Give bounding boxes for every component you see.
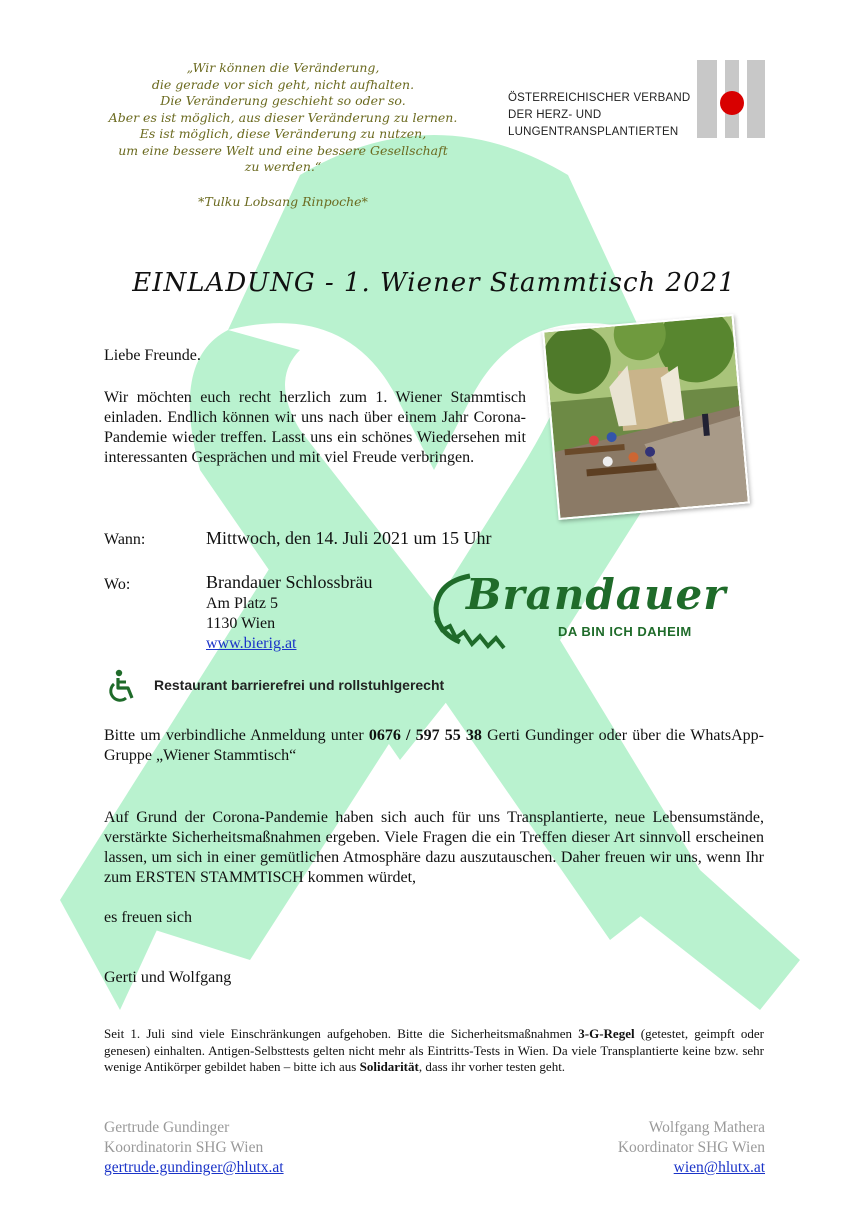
- body-paragraph: Auf Grund der Corona-Pandemie haben sich auch für uns Transplantierte, neue Lebensumstände, verstärkte Sicherheitsmaßnahmen ergeben. Viele Fragen die ein Treffen dieser Art sinnvoll erscheinen lassen, um sich in einer gemütlichen Atmosphäre dazu auszutauschen. Daher freuen wir uns, wenn Ihr zum ERSTEN STAMMTISCH kommen würdet,: [104, 809, 764, 886]
- contact-name: Gertrude Gundinger: [104, 1119, 230, 1136]
- wheelchair-icon: [104, 668, 140, 704]
- greeting: Liebe Freunde.: [104, 347, 201, 364]
- safety-notice: [104, 1026, 764, 1076]
- venue-street: Am Platz 5: [206, 595, 278, 612]
- brand-tagline: DA BIN ICH DAHEIM: [558, 624, 692, 639]
- quote-line: zu werden.“: [244, 159, 322, 174]
- accessibility-note: Restaurant barrierefrei und rollstuhlgerecht: [154, 677, 445, 693]
- org-line: ÖSTERREICHISCHER VERBAND: [508, 92, 691, 104]
- registration-prefix: Bitte um verbindliche Anmeldung unter: [104, 727, 364, 744]
- registration-text: [104, 726, 764, 766]
- brandauer-logo: [430, 568, 727, 658]
- venue-city: 1130 Wien: [206, 615, 276, 632]
- quote-line: die gerade vor sich geht, nicht aufhalten.: [151, 76, 415, 92]
- beer-garden-photo: [542, 314, 750, 520]
- event-date: Mittwoch, den 14. Juli 2021 um 15 Uhr: [206, 528, 492, 548]
- registration-suffix: Gerti Gundinger oder über die WhatsApp-Gruppe „Wiener Stammtisch“: [104, 727, 765, 764]
- closing-line: es freuen sich: [104, 909, 192, 926]
- when-label: Wann:: [104, 531, 146, 548]
- quote-line: um eine bessere Welt und eine bessere Gesellschaft: [118, 142, 448, 158]
- quote-author: *Tulku Lobsang Rinpoche*: [198, 193, 368, 209]
- contact-role: Koordinatorin SHG Wien: [104, 1139, 264, 1156]
- org-line: DER HERZ- UND: [508, 109, 602, 121]
- intro-paragraph: Wir möchten euch recht herzlich zum 1. Wiener Stammtisch einladen. Endlich können wir uns nach über einem Jahr Corona-Pandemie wieder treffen. Lasst uns ein schönes Wiedersehen mit interessanten Gesprächen und mit viel Freude verbringen.: [104, 389, 526, 466]
- signature: Gerti und Wolfgang: [104, 969, 232, 986]
- contact-left: [104, 1118, 284, 1178]
- organization-logo: [697, 60, 765, 138]
- logo-red-dot: [720, 91, 744, 115]
- notice-part2: (getestet, geimpft oder genesen) einhalten. Antigen-Selbsttests gelten nicht mehr als Eintritts-Tests in Wien. Da viele Transplantierte keine bzw. sehr wenige Antikörper gebildet haben – bitte ich aus: [104, 1026, 764, 1074]
- venue-website-link[interactable]: www.bierig.at: [206, 635, 297, 652]
- contact-email-link[interactable]: gertrude.gundinger@hlutx.at: [104, 1159, 284, 1176]
- notice-part1: Seit 1. Juli sind viele Einschränkungen aufgehoben. Bitte die Sicherheitsmaßnahmen: [104, 1026, 573, 1041]
- contact-role: Koordinator SHG Wien: [617, 1139, 765, 1156]
- quote-block: [88, 60, 478, 210]
- org-line: LUNGENTRANSPLANTIERTEN: [508, 126, 679, 138]
- brand-wordmark: Brandauer: [466, 570, 727, 619]
- organization-name: [508, 90, 690, 141]
- quote-line: Es ist möglich, diese Veränderung zu nutzen,: [139, 126, 427, 141]
- quote-line: Die Veränderung geschieht so oder so.: [160, 93, 406, 108]
- where-label: Wo:: [104, 576, 131, 593]
- notice-part3: , dass ihr vorher testen geht.: [418, 1059, 566, 1074]
- quote-line: „Wir können die Veränderung,: [186, 60, 380, 75]
- contact-name: Wolfgang Mathera: [648, 1119, 765, 1136]
- contact-email-link[interactable]: wien@hlutx.at: [673, 1159, 765, 1176]
- beer-garden-illustration: [544, 316, 747, 518]
- contact-right: [618, 1118, 765, 1178]
- notice-rule: 3-G-Regel: [578, 1026, 635, 1041]
- quote-line: Aber es ist möglich, aus dieser Veränderung zu lernen.: [108, 109, 458, 125]
- venue-name: Brandauer Schlossbräu: [206, 572, 373, 592]
- page-title: EINLADUNG - 1. Wiener Stammtisch 2021: [132, 268, 736, 298]
- notice-solidarity: Solidarität: [359, 1059, 419, 1074]
- registration-phone: 0676 / 597 55 38: [368, 727, 482, 744]
